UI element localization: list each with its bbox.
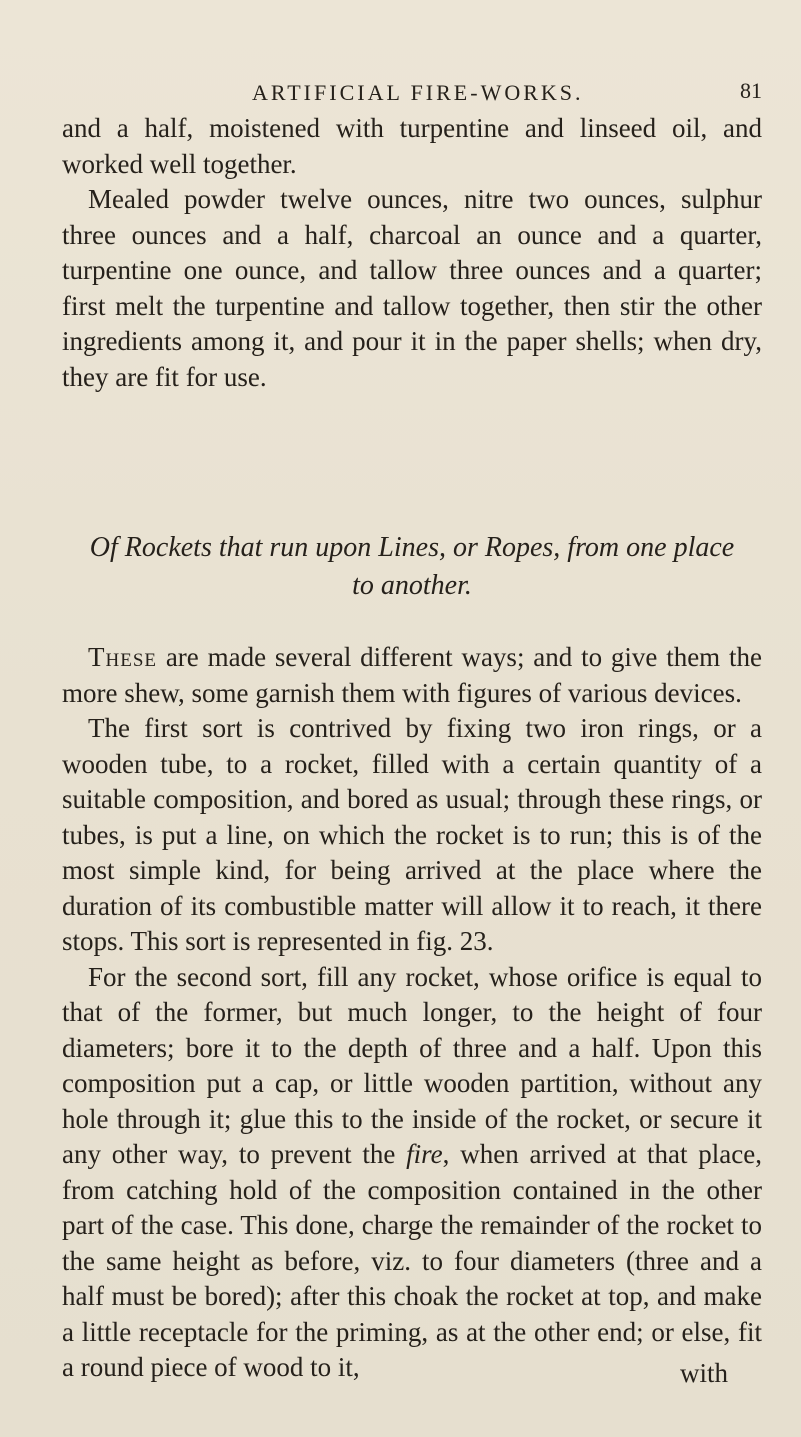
section-heading-line-2: to another. [352,570,472,601]
section-heading [62,529,762,605]
catchword: with [680,1358,729,1388]
paragraph-recipe [62,182,762,395]
paragraph-5-before: For the second sort, fill any rocket, whose orifice is equal to that of the former, but much longer, to the height of four diameters; bore it to the depth of three and a half. Upon this composition put a cap, or little wooden partition, without any hole through it; glue this to the inside of the rocket, or secure it any other way, to prevent the [62,961,762,1169]
paragraph-2: Mealed powder twelve ounces, nitre two ounces, sulphur three ounces and a half, charcoal an ounce and a quarter, turpentine one ounce, and tallow three ounces and a quarter; first melt the turpentine and tallow together, then stir the other ingredients among it, and pour it in the paper shells; when dry, they are fit for use. [62,184,762,392]
section-heading-line-1: Of Rockets that run upon Lines, or Ropes, from one place [89,532,735,563]
paragraph-3 [62,640,762,711]
paragraph-5 [62,960,762,1386]
paragraph-3-text: are made several different ways; and to give them the more shew, some garnish them with figures of various devices. [62,642,762,708]
paragraph-4: The first sort is contrived by fixing two iron rings, or a wooden tube, to a rocket, filled with a certain quantity of a suitable composition, and bored as usual; through these rings, or tubes, is put a line, on which the rocket is to run; this is of the most simple kind, for being arrived at the place where the duration of its combustible matter will allow it to reach, it there stops. This sort is represented in fig. 23. [62,713,762,956]
paragraph-1: and a half, moistened with turpentine and linseed oil, and worked well together. [62,113,762,179]
paragraph-5-italic: fire [406,1139,443,1169]
page-number: 81 [740,78,762,103]
section-body [62,640,762,1386]
paragraph-continuation [62,111,762,182]
paragraph-5-after: , when arrived at that place, from catching hold of the composition contained in the other part of the case. This done, charge the remainder of the rocket to the same height as before, viz. to four diameters (three and a half must be bored); after this choak the rocket at top, and make a little receptacle for the priming, as at the other end; or else, fit a round piece of wood to it, [62,1139,763,1382]
running-title: ARTIFICIAL FIRE-WORKS. [252,80,584,105]
paragraph-3-first-word: These [88,642,157,672]
